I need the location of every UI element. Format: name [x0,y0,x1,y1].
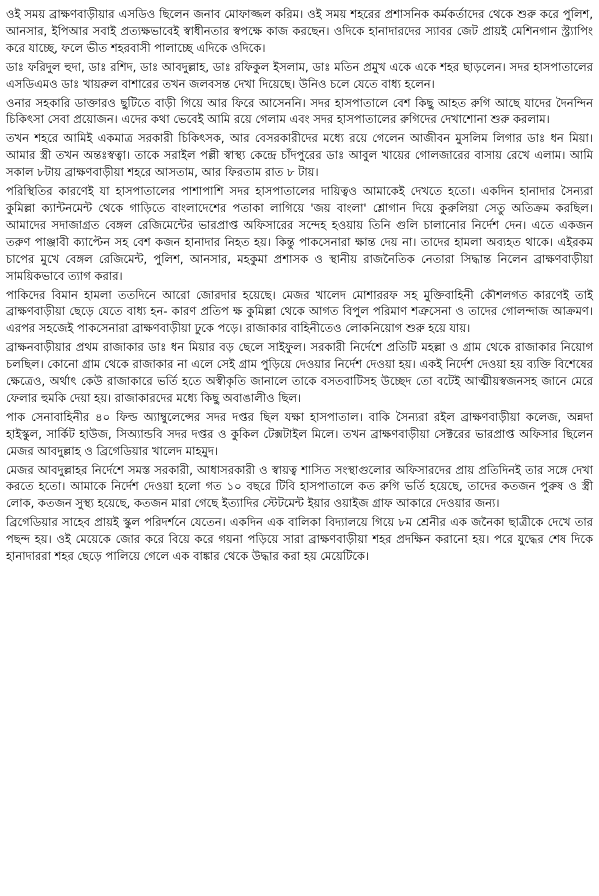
paragraph-6: পাকিদের বিমান হামলা ততদিনে আরো জোরদার হয়েছে। মেজর খালেদ মোশাররফ সহ মুক্তিবাহিনী কৌশলগত কারণেই তাই ব্রাক্ষণবাড়ীয়া ছেড়ে যেতে বাধ্য হন- কারণ প্রতিপ ক্ষ কুমিল্লা থেকে আগত বিপুল পরিমাণ শত্রুসেনা ও তাদের গোলন্দাজ আক্রমণ। এরপর সহজেই পাকসেনারা ব্রাক্ষণবাড়ীয়া ঢুকে পড়ে। রাজাকার বাহিনীতেও লোকনিয়োগ শুরু হয়ে যায়। [6,287,593,336]
paragraph-10: ব্রিগেডিয়ার সাহেব প্রায়ই স্কুল পরিদর্শনে যেতেন। একদিন এক বালিকা বিদ্যালয়ে গিয়ে ৮ম শ্রেনীর এক জনৈকা ছাত্রীকে দেখে তার পছন্দ হয়। ওই মেয়েকে জোর করে বিয়ে করে গয়না পড়িয়ে সারা ব্রাক্ষণবাড়ীয়া শহর প্রদক্ষিন করানো হয়। পরে যুদ্ধের শেষ দিকে হানাদাররা শহর ছেড়ে পালিয়ে গেলে এক বাঙ্কার থেকে উদ্ধার করা হয় মেয়েটিকে। [6,515,593,564]
paragraph-8: পাক সেনাবাহিনীর ৪০ ফিল্ড অ্যাম্বুলেন্সের সদর দপ্তর ছিল যক্ষা হাসপাতাল। বাকি সৈন্যরা রইল ব্রাক্ষণবাড়ীয়া কলেজ, অন্নদা হাইস্কুল, সার্কিট হাউজ, সিঅ্যান্ডবি সদর দপ্তর ও কুকিল টেক্সটাইল মিলে। তখন ব্রাক্ষণবাড়ীয়া সেক্টরের ভারপ্রাপ্ত অফিসার ছিলেন মেজর আবদুল্লাহ ও ব্রিগেডিয়ার খালেদ মাহমুদ। [6,409,593,458]
paragraph-5: পরিস্থিতির কারণেই যা হাসপাতালের পাশাপাশি সদর হাসপাতালের দায়িত্বও আমাকেই দেখতে হতো। একদিন হানাদার সৈন্যরা কুমিল্লা ক্যান্টনমেন্ট থেকে গাড়িতে বাংলাদেশের পতাকা লাগিয়ে 'জয় বাংলা' শ্লোগান দিয়ে কুরুলিয়া সেতু অতিক্রম করছিল। আমাদের সদাজাগ্রত বেঙ্গল রেজিমেন্টের ভারপ্রাপ্ত অফিসারের সন্দেহ হওয়ায় তিনি গুলি চালানোর নির্দেশ দেন। এতে একজন তরুণ পাঞ্জাবী ক্যাপ্টেন সহ বেশ কজন হানাদার নিহত হয়। কিন্তু পাকসেনারা ক্ষান্ত দেয় না। তাদের হামলা অব্যহত থাকে। এইরকম চাপের মুখে বেঙ্গল রেজিমেন্ট, পুলিশ, আনসার, মহকুমা প্রশাসক ও স্থানীয় রাজনৈতিক নেতারা সিদ্ধান্ত নিলেন ব্রাক্ষণবাড়ীয়া সাময়িকভাবে ত্যাগ করার। [6,184,593,283]
paragraph-7: ব্রাক্ষনবাড়ীয়ার প্রথম রাজাকার ডাঃ ধন মিয়ার বড় ছেলে সাইফুল। সরকারী নির্দেশে প্রতিটি মহল্লা ও গ্রাম থেকে রাজাকার নিয়োগ চলছিল। কোনো গ্রাম থেকে রাজাকার না এলে সেই গ্রাম পুড়িয়ে দেওয়ার নির্দেশ দেওয়া হয়। একই নির্দেশ দেওয়া হয় ব্যক্তি বিশেষের ক্ষেত্রেও, অর্থাৎ কেউ রাজাকারে ভর্তি হতে অস্বীকৃতি জানালে তাকে বসতবাটিসহ উচ্ছেদ তো বটেই আত্মীয়স্বজনসহ জানে মেরে ফেলার হুমকি দেয়া হয়। রাজাকারদের মধ্যে কিছু অবাঙালীও ছিল। [6,340,593,405]
paragraph-1: ওই সময় ব্রাক্ষণবাড়ীয়ার এসডিও ছিলেন জনাব মোফাজ্জল করিম। ওই সময় শহরের প্রশাসনিক কর্মকর্তাদের থেকে শুরু করে পুলিশ, আনসার, ইপিআর সবাই প্রত্যক্ষভাবেই স্বাধীনতার স্বপক্ষে কাজ করছেন। ওদিকে হানাদারদের স্যাবর জেট প্রায়ই মেশিনগান স্ট্র্যাপিং করে যাচ্ছে, ফলে ভীত শহরবাসী পালাচ্ছে এদিকে ওদিকে। [6,7,593,55]
paragraph-4: তখন শহরে আমিই একমাত্র সরকারী চিকিৎসক, আর বেসরকারীদের মধ্যে রয়ে গেলেন আজীবন মুসলিম লিগার ডাঃ ধন মিয়া। আমার স্ত্রী তখন অন্তঃস্বত্বা। তাকে সরাইল পল্লী স্বাস্থ্য কেন্দ্রে চাঁদপুরের ডাঃ আবুল খায়ের গোলজারের বাসায় রেখে এলাম। আমি সকাল ৮টায় ব্রাক্ষণবাড়ীয়া শহরে আসতাম, আর ফিরতাম রাত ৮ টায়। [6,131,593,180]
paragraph-2: ডাঃ ফরিদুল হুদা, ডাঃ রশিদ, ডাঃ আবদুল্লাহ, ডাঃ রফিকুল ইসলাম, ডাঃ মতিন প্রমুখ একে একে শহর ছাড়লেন। সদর হাসপাতালের এসডিএমও ডাঃ খায়রুল বাশারের তখন জলবসন্ত দেখা দিয়েছে। উনিও চলে যেতে বাধ্য হলেন। [6,59,593,91]
paragraph-9: মেজর আবদুল্লাহর নির্দেশে সমস্ত সরকারী, আধাসরকারী ও স্বায়ত্ব শাসিত সংস্থাগুলোর অফিসারদের প্রায় প্রতিদিনই তার সঙ্গে দেখা করতে হতো। আমাকে নির্দেশ দেওয়া হলো গত ১০ বছরে টিবি হাসপাতালে কত রুগি ভর্তি হয়েছে, তাদের কতজন পুরুষ ও স্ত্রী লোক, কতজন সুস্থ্য হয়েছে, কতজন মারা গেছে ইত্যাদির স্টেটমেন্ট ইয়ার ওয়াইজ গ্রাফ আকারে দেওয়ার জন্য। [6,462,593,511]
paragraph-3: ওনার সহকারি ডাক্তারও ছুটিতে বাড়ী গিয়ে আর ফিরে আসেননি। সদর হাসপাতালে বেশ কিছু আহত রুগি আছে যাদের দৈনন্দিন চিকিৎসা সেবা প্রয়োজন। এদের কথা ভেবেই আমি রয়ে গেলাম এবং সদর হাসপাতালের রুগিদের দেখাশোনা শুরু করলাম। [6,95,593,127]
